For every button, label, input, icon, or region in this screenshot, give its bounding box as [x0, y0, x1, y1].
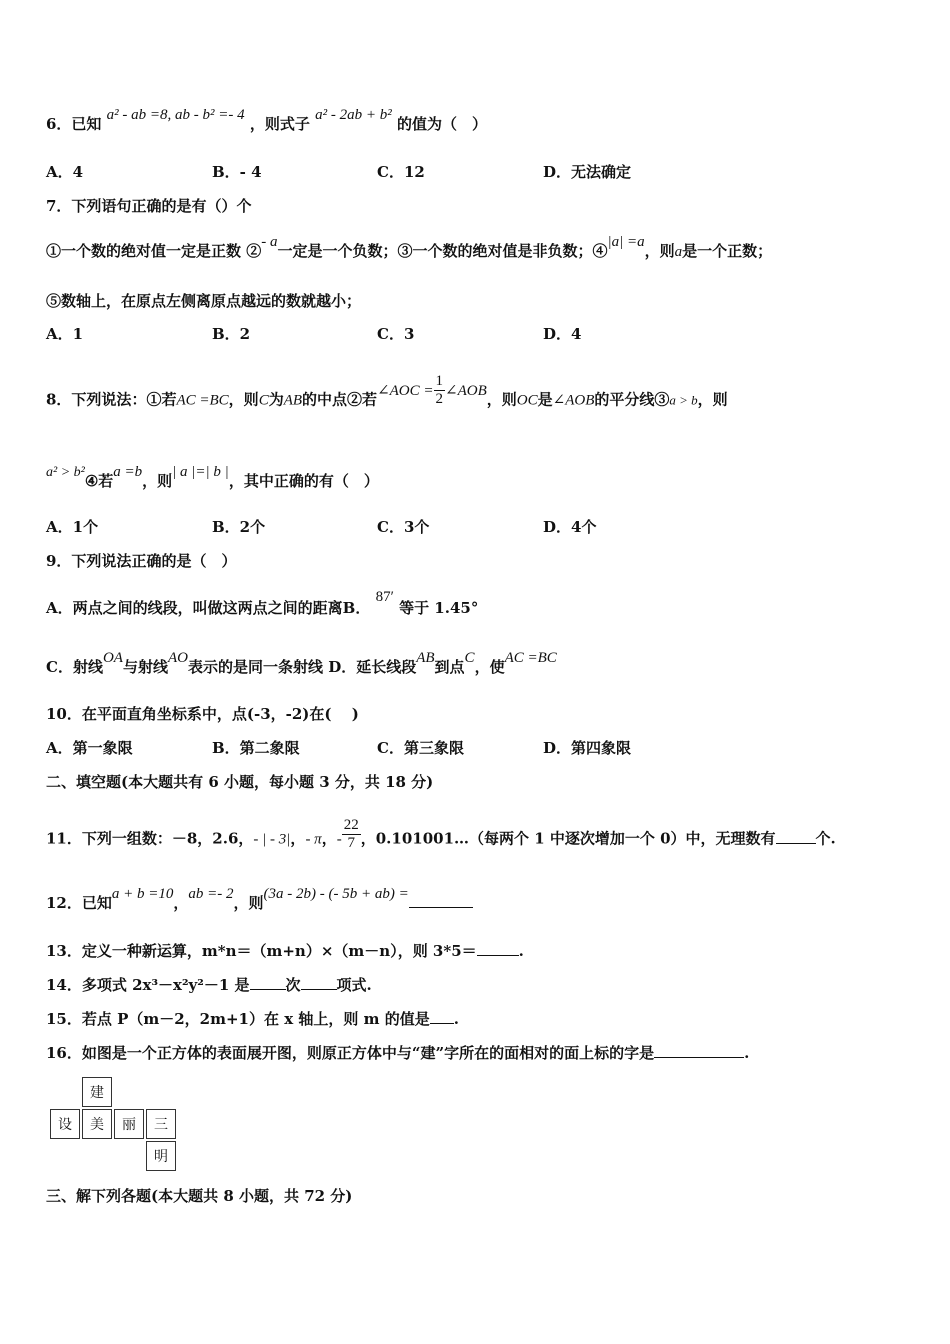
- q14-text-a: 14．多项式 2x³－x²y²－1 是: [46, 976, 250, 994]
- q8-line2-expr-3: | a |=| b |: [172, 464, 229, 480]
- q12-expr-1: a + b =10: [111, 886, 174, 902]
- q8-option-d[interactable]: D．4个: [543, 518, 597, 536]
- q16-text-b: .: [744, 1044, 750, 1062]
- q12-text-a: 12．已知: [46, 894, 112, 912]
- net-cell-row-2: 美: [82, 1109, 112, 1139]
- q7-expr-3: a: [674, 244, 683, 260]
- q7-text-c: ，则: [644, 242, 675, 260]
- q9-text-e: ，使: [474, 658, 505, 676]
- q6-label: 6．已知: [46, 115, 102, 133]
- q9-options-ab: [46, 589, 910, 619]
- q15-text-b: .: [453, 1010, 459, 1028]
- q12-expr-3: (3a - 2b) - (- 5b + ab) =: [263, 886, 409, 902]
- q9-expr-ac-bc: AC =BC: [504, 650, 557, 666]
- q8-frac-num: 1: [435, 373, 444, 389]
- question-14: [46, 975, 910, 995]
- q14-terms-blank[interactable]: [301, 975, 337, 990]
- q12-answer-blank[interactable]: [409, 893, 473, 908]
- q8-expr-3: AB: [283, 392, 303, 409]
- q7-expr-1: - a: [261, 234, 278, 250]
- question-7: 7．下列语句正确的是有（）个: [46, 197, 252, 215]
- q11-expr-1: - | - 3|: [253, 831, 291, 848]
- q6-tail: 的值为（ ）: [397, 115, 488, 133]
- q15-answer-blank[interactable]: [430, 1009, 454, 1024]
- q13-end: .: [518, 942, 524, 960]
- q11-frac-num: 22: [343, 817, 359, 833]
- q11-text-d: ，0.101001…（每两个 1 中逐次增加一个 0）中，无理数有: [360, 829, 776, 848]
- q10-option-b[interactable]: B．第二象限: [212, 739, 300, 757]
- q9-expr-oa: OA: [102, 650, 123, 666]
- q7-expr-2: |a| =a: [607, 234, 645, 250]
- q14-text-b: 次: [285, 976, 301, 994]
- q8-expr-1: AC =BC: [176, 392, 229, 409]
- q6-expression: a² - 2ab + b²: [315, 107, 392, 123]
- q6-condition: a² - ab =8, ab - b² =- 4: [106, 107, 245, 123]
- q12-expr-2: ab =- 2: [188, 886, 234, 902]
- net-cell-top: 建: [82, 1077, 112, 1107]
- q6-option-a[interactable]: A．4: [46, 163, 84, 181]
- question-15: [46, 1009, 910, 1029]
- section-3-heading: 三、解下列各题(本大题共 8 小题，共 72 分): [46, 1187, 353, 1205]
- q10-option-d[interactable]: D．第四象限: [543, 739, 632, 757]
- q13-answer-blank[interactable]: [477, 941, 519, 956]
- q8-text-a: 8．下列说法：①若: [46, 390, 177, 409]
- q8-expr-6: OC: [516, 392, 538, 409]
- q8-expr-5: ∠AOB: [445, 382, 487, 399]
- q8-text-f: ，则: [486, 390, 517, 409]
- q7-text-b: 一定是一个负数；③一个数的绝对值是非负数；④: [277, 242, 608, 260]
- q8-text-b: ，则: [228, 390, 259, 409]
- q9-option-a[interactable]: A．两点之间的线段，叫做这两点之间的距离B．: [46, 599, 371, 617]
- q8-line2-expr-2: a =b: [113, 464, 143, 480]
- net-cell-row-3: 丽: [114, 1109, 144, 1139]
- q11-text-e: 个.: [815, 829, 836, 848]
- net-cell-bottom: 明: [146, 1141, 176, 1171]
- q11-answer-blank[interactable]: [776, 829, 816, 844]
- q9-expr-ab: AB: [416, 650, 435, 666]
- q8-option-c[interactable]: C．3个: [377, 518, 430, 536]
- q12-text-b: ，: [173, 894, 189, 912]
- q8-option-a[interactable]: A．1个: [46, 518, 99, 536]
- q7-text-a: ①一个数的绝对值一定是正数 ②: [46, 242, 262, 260]
- q11-expr-3: -: [336, 831, 342, 848]
- question-8: [46, 373, 910, 418]
- q6-text: ，则式子: [249, 115, 310, 133]
- q6-option-d[interactable]: D．无法确定: [543, 163, 632, 181]
- q8-expr-8: a > b: [669, 392, 698, 408]
- q12-text-c: ，则: [233, 894, 264, 912]
- net-cell-row-1: 设: [50, 1109, 80, 1139]
- q8-expr-2: C: [258, 392, 269, 409]
- q6-option-c[interactable]: C．12: [377, 163, 425, 181]
- q14-degree-blank[interactable]: [250, 975, 286, 990]
- q9-expr: 87′: [375, 589, 394, 605]
- q9-option-c[interactable]: C．射线: [46, 658, 103, 676]
- net-cell-row-4: 三: [146, 1109, 176, 1139]
- q8-expr-7: ∠AOB: [552, 392, 595, 409]
- section-2-heading: 二、填空题(本大题共有 6 小题，每小题 3 分，共 18 分): [46, 773, 434, 791]
- q8-text-d: 的中点②若: [302, 390, 378, 409]
- q9-option-b[interactable]: 等于 1.45°: [399, 599, 479, 617]
- q8-line2-text-b: ，则: [142, 472, 173, 490]
- q14-text-c: 项式.: [336, 976, 372, 994]
- q8-text-h: 的平分线③: [594, 390, 670, 409]
- q16-answer-blank[interactable]: [654, 1043, 744, 1058]
- question-13: [46, 941, 910, 961]
- q7-option-a[interactable]: A．1: [46, 325, 84, 343]
- q11-frac-den: 7: [347, 835, 355, 851]
- q9-expr-ao: AO: [167, 650, 188, 666]
- q9-expr-c: C: [464, 650, 475, 666]
- q11-expr-2: - π: [305, 831, 322, 848]
- q13-text: 13．定义一种新运算，m*n＝（m+n）×（m－n），则 3*5＝: [46, 942, 477, 960]
- question-16: [46, 1043, 910, 1063]
- q8-line-2: [46, 464, 910, 493]
- q8-text-g: 是: [537, 390, 553, 409]
- q9-text-d: 到点: [434, 658, 465, 676]
- q8-frac-den: 2: [435, 391, 444, 407]
- q6-option-b[interactable]: B．- 4: [212, 163, 262, 181]
- q15-text-a: 15．若点 P（m－2，2m+1）在 x 轴上，则 m 的值是: [46, 1010, 430, 1028]
- q8-fraction: [434, 373, 446, 408]
- q16-text-a: 16．如图是一个正方体的表面展开图，则原正方体中与“建”字所在的面相对的面上标的字是: [46, 1044, 655, 1062]
- question-9: 9．下列说法正确的是（ ）: [46, 552, 237, 570]
- question-12: [46, 886, 910, 914]
- q8-line2-expr-1: a² > b²: [46, 465, 85, 480]
- question-11: [46, 817, 910, 857]
- q7-option-d[interactable]: D．4: [543, 325, 582, 343]
- q7-option-b[interactable]: B．2: [212, 325, 251, 343]
- q7-text-d: 是一个正数；: [682, 242, 773, 260]
- q8-line2-text-c: ，其中正确的有（ ）: [228, 472, 379, 490]
- q8-line2-text-a: ④若: [84, 472, 114, 490]
- q8-expr-4: ∠AOC =: [377, 382, 434, 399]
- q7-option-c[interactable]: C．3: [377, 325, 415, 343]
- q10-option-a[interactable]: A．第一象限: [46, 739, 133, 757]
- q8-option-b[interactable]: B．2个: [212, 518, 266, 536]
- q10-option-c[interactable]: C．第三象限: [377, 739, 464, 757]
- q8-text-i: ，则: [697, 390, 728, 409]
- q9-options-cd: [46, 650, 910, 678]
- q11-text-c: ，: [321, 829, 337, 848]
- q9-text-b: 与射线: [122, 658, 168, 676]
- q9-option-d[interactable]: 表示的是同一条射线 D．延长线段: [187, 658, 417, 676]
- q11-fraction: [342, 817, 361, 852]
- question-6: [46, 107, 910, 135]
- q11-text-b: ，: [290, 829, 306, 848]
- q8-text-c: 为: [268, 390, 284, 409]
- q11-text-a: 11．下列一组数：－8，2.6，: [46, 829, 254, 848]
- q7-statements-1: [46, 234, 910, 262]
- question-10: 10．在平面直角坐标系中，点(-3，-2)在( ): [46, 705, 359, 723]
- q7-statements-2: ⑤数轴上，在原点左侧离原点越远的数就越小；: [46, 292, 362, 310]
